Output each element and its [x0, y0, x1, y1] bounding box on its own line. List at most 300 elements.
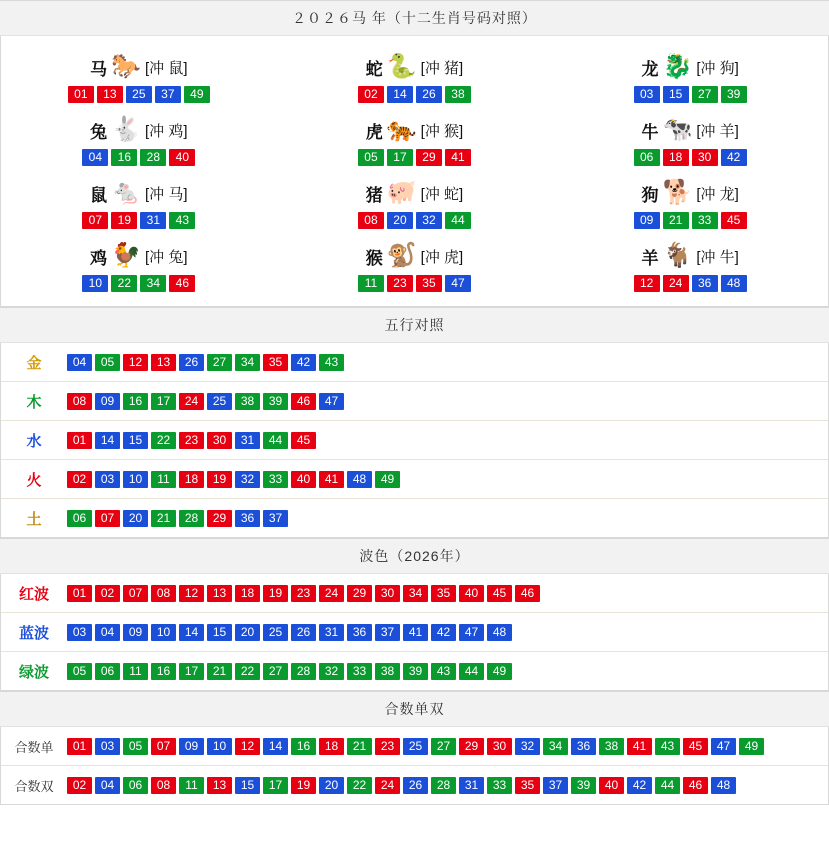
number-ball: 28 [291, 663, 316, 680]
number-ball: 32 [235, 471, 260, 488]
number-ball: 04 [95, 624, 120, 641]
number-ball: 20 [387, 212, 413, 229]
number-ball: 06 [95, 663, 120, 680]
zodiac-clash-label: [冲 牛] [696, 248, 739, 266]
row-label: 水 [26, 432, 42, 450]
number-ball: 13 [151, 354, 176, 371]
number-ball: 17 [151, 393, 176, 410]
number-ball: 16 [123, 393, 148, 410]
zodiac-clash-label: [冲 龙] [696, 185, 739, 203]
number-ball: 14 [95, 432, 120, 449]
number-ball: 28 [179, 510, 204, 527]
row-number-list [67, 426, 316, 455]
number-ball: 06 [67, 510, 92, 527]
number-ball: 13 [207, 585, 232, 602]
zodiac-name: 龙 [641, 59, 659, 79]
number-ball: 35 [263, 354, 288, 371]
zodiac-heading [277, 176, 553, 210]
number-ball: 20 [235, 624, 260, 641]
zodiac-number-list [1, 212, 277, 229]
number-ball: 45 [683, 738, 708, 755]
number-ball: 15 [663, 86, 689, 103]
zodiac-name: 蛇 [365, 59, 383, 79]
number-ball: 23 [291, 585, 316, 602]
number-ball: 08 [151, 585, 176, 602]
number-ball: 20 [319, 777, 344, 794]
number-ball: 47 [711, 738, 736, 755]
number-ball: 12 [634, 275, 660, 292]
zodiac-grid [0, 36, 829, 307]
row-label: 合数双 [14, 778, 54, 794]
number-ball: 35 [431, 585, 456, 602]
zodiac-number-list [277, 212, 553, 229]
number-ball: 33 [263, 471, 288, 488]
row-number-list [67, 771, 736, 800]
number-ball: 46 [291, 393, 316, 410]
number-ball: 41 [403, 624, 428, 641]
row-label: 火 [26, 471, 42, 489]
number-ball: 01 [67, 585, 92, 602]
number-ball: 03 [67, 624, 92, 641]
zodiac-cell [1, 233, 277, 296]
number-ball: 40 [291, 471, 316, 488]
zodiac-name: 马 [90, 59, 108, 79]
number-ball: 12 [235, 738, 260, 755]
number-ball: 31 [140, 212, 166, 229]
row-label: 蓝波 [18, 624, 49, 642]
number-ball: 26 [403, 777, 428, 794]
zodiac-name: 鼠 [90, 185, 108, 205]
number-ball: 22 [151, 432, 176, 449]
zodiac-section-title: ２０２６马 年（十二生肖号码对照） [0, 0, 829, 36]
number-ball: 07 [151, 738, 176, 755]
number-ball: 06 [634, 149, 660, 166]
number-ball: 07 [123, 585, 148, 602]
number-ball: 10 [151, 624, 176, 641]
number-ball: 01 [67, 738, 92, 755]
number-ball: 17 [263, 777, 288, 794]
number-ball: 13 [207, 777, 232, 794]
number-ball: 24 [663, 275, 689, 292]
number-ball: 09 [123, 624, 148, 641]
number-ball: 31 [235, 432, 260, 449]
number-ball: 22 [235, 663, 260, 680]
number-ball: 44 [655, 777, 680, 794]
table-row [1, 613, 828, 652]
number-ball: 19 [111, 212, 137, 229]
zodiac-clash-label: [冲 鸡] [145, 122, 188, 140]
number-ball: 05 [358, 149, 384, 166]
zodiac-animal-icon: 🐒 [386, 242, 417, 269]
zodiac-cell [277, 170, 553, 233]
number-ball: 36 [571, 738, 596, 755]
zodiac-animal-icon: 🐅 [386, 116, 417, 143]
number-ball: 31 [459, 777, 484, 794]
zodiac-animal-icon: 🐉 [662, 53, 693, 80]
number-ball: 28 [140, 149, 166, 166]
number-ball: 30 [692, 149, 718, 166]
number-ball: 16 [151, 663, 176, 680]
zodiac-name: 鸡 [90, 248, 108, 268]
number-ball: 09 [179, 738, 204, 755]
table-row [1, 421, 828, 460]
number-ball: 27 [207, 354, 232, 371]
row-number-list [67, 387, 344, 416]
number-ball: 01 [68, 86, 94, 103]
number-ball: 39 [403, 663, 428, 680]
number-ball: 36 [347, 624, 372, 641]
table-row [1, 727, 828, 766]
number-ball: 35 [416, 275, 442, 292]
zodiac-heading [1, 50, 277, 84]
zodiac-cell [552, 170, 828, 233]
zodiac-name: 兔 [90, 122, 108, 142]
number-ball: 37 [155, 86, 181, 103]
number-ball: 47 [445, 275, 471, 292]
number-ball: 23 [387, 275, 413, 292]
number-ball: 29 [207, 510, 232, 527]
number-ball: 46 [683, 777, 708, 794]
number-ball: 48 [487, 624, 512, 641]
zodiac-clash-label: [冲 猪] [420, 59, 464, 77]
number-ball: 18 [319, 738, 344, 755]
row-number-list [67, 348, 344, 377]
row-label: 土 [26, 510, 42, 528]
number-ball: 10 [123, 471, 148, 488]
zodiac-clash-label: [冲 鼠] [145, 59, 188, 77]
number-ball: 37 [375, 624, 400, 641]
zodiac-animal-icon: 🐇 [111, 116, 142, 143]
number-ball: 12 [179, 585, 204, 602]
number-ball: 20 [123, 510, 148, 527]
zodiac-heading [277, 50, 553, 84]
number-ball: 13 [97, 86, 123, 103]
number-ball: 24 [179, 393, 204, 410]
zodiac-cell [552, 107, 828, 170]
number-ball: 48 [711, 777, 736, 794]
number-ball: 44 [445, 212, 471, 229]
number-ball: 19 [263, 585, 288, 602]
table-row [1, 343, 828, 382]
number-ball: 39 [721, 86, 747, 103]
number-ball: 46 [515, 585, 540, 602]
number-ball: 25 [126, 86, 152, 103]
number-ball: 21 [151, 510, 176, 527]
number-ball: 34 [543, 738, 568, 755]
number-ball: 45 [487, 585, 512, 602]
zodiac-cell [1, 170, 277, 233]
number-ball: 05 [67, 663, 92, 680]
number-ball: 02 [95, 585, 120, 602]
zodiac-heading [1, 239, 277, 273]
wuxing-rows [0, 343, 829, 538]
zodiac-cell [552, 233, 828, 296]
zodiac-heading [552, 113, 828, 147]
number-ball: 18 [179, 471, 204, 488]
number-ball: 30 [375, 585, 400, 602]
number-ball: 29 [347, 585, 372, 602]
number-ball: 08 [358, 212, 384, 229]
bose-section-title: 波色（2026年） [0, 538, 829, 574]
number-ball: 38 [445, 86, 471, 103]
zodiac-animal-icon: 🐎 [111, 53, 142, 80]
number-ball: 40 [169, 149, 195, 166]
number-ball: 30 [487, 738, 512, 755]
number-ball: 11 [358, 275, 384, 292]
number-ball: 42 [291, 354, 316, 371]
zodiac-cell [277, 233, 553, 296]
zodiac-clash-label: [冲 蛇] [420, 185, 464, 203]
number-ball: 27 [263, 663, 288, 680]
number-ball: 21 [347, 738, 372, 755]
zodiac-heading [552, 50, 828, 84]
zodiac-name: 狗 [641, 185, 659, 205]
number-ball: 33 [487, 777, 512, 794]
row-label: 木 [26, 393, 42, 411]
number-ball: 21 [207, 663, 232, 680]
zodiac-cell [1, 107, 277, 170]
zodiac-clash-label: [冲 羊] [696, 122, 739, 140]
number-ball: 24 [375, 777, 400, 794]
number-ball: 12 [123, 354, 148, 371]
zodiac-cell [552, 44, 828, 107]
zodiac-name: 虎 [365, 122, 383, 142]
number-ball: 04 [95, 777, 120, 794]
zodiac-number-list [277, 275, 553, 292]
number-ball: 09 [95, 393, 120, 410]
zodiac-heading [1, 113, 277, 147]
zodiac-name: 猪 [365, 185, 383, 205]
number-ball: 32 [515, 738, 540, 755]
bose-rows [0, 574, 829, 691]
zodiac-clash-label: [冲 兔] [145, 248, 188, 266]
number-ball: 37 [263, 510, 288, 527]
number-ball: 34 [235, 354, 260, 371]
zodiac-heading [277, 239, 553, 273]
number-ball: 02 [67, 471, 92, 488]
number-ball: 02 [358, 86, 384, 103]
number-ball: 03 [634, 86, 660, 103]
zodiac-number-list [552, 149, 828, 166]
number-ball: 08 [151, 777, 176, 794]
number-ball: 41 [627, 738, 652, 755]
table-row [1, 652, 828, 691]
zodiac-number-list [1, 86, 277, 103]
number-ball: 05 [95, 354, 120, 371]
number-ball: 10 [207, 738, 232, 755]
number-ball: 32 [319, 663, 344, 680]
table-row [1, 766, 828, 805]
number-ball: 40 [599, 777, 624, 794]
number-ball: 34 [403, 585, 428, 602]
number-ball: 38 [599, 738, 624, 755]
number-ball: 25 [403, 738, 428, 755]
number-ball: 11 [123, 663, 148, 680]
zodiac-animal-icon: 🐍 [386, 53, 417, 80]
number-ball: 15 [123, 432, 148, 449]
number-ball: 14 [179, 624, 204, 641]
row-label: 红波 [18, 585, 49, 603]
number-ball: 11 [151, 471, 176, 488]
number-ball: 19 [291, 777, 316, 794]
number-ball: 01 [67, 432, 92, 449]
row-number-list [67, 465, 400, 494]
number-ball: 43 [655, 738, 680, 755]
zodiac-name: 牛 [641, 122, 659, 142]
number-ball: 07 [82, 212, 108, 229]
number-ball: 47 [319, 393, 344, 410]
zodiac-animal-icon: 🐁 [111, 179, 142, 206]
number-ball: 26 [179, 354, 204, 371]
number-ball: 43 [431, 663, 456, 680]
number-ball: 05 [123, 738, 148, 755]
number-ball: 11 [179, 777, 204, 794]
number-ball: 29 [416, 149, 442, 166]
number-ball: 32 [416, 212, 442, 229]
table-row [1, 574, 828, 613]
zodiac-heading [1, 176, 277, 210]
number-ball: 49 [739, 738, 764, 755]
number-ball: 17 [387, 149, 413, 166]
zodiac-animal-icon: 🐄 [662, 116, 693, 143]
number-ball: 31 [319, 624, 344, 641]
number-ball: 33 [347, 663, 372, 680]
number-ball: 39 [571, 777, 596, 794]
number-ball: 33 [692, 212, 718, 229]
zodiac-animal-icon: 🐐 [662, 242, 693, 269]
number-ball: 04 [67, 354, 92, 371]
zodiac-cell [277, 107, 553, 170]
number-ball: 18 [235, 585, 260, 602]
table-row [1, 382, 828, 421]
number-ball: 48 [347, 471, 372, 488]
zodiac-name: 猴 [365, 248, 383, 268]
number-ball: 38 [235, 393, 260, 410]
number-ball: 22 [111, 275, 137, 292]
number-ball: 27 [692, 86, 718, 103]
number-ball: 41 [319, 471, 344, 488]
number-ball: 21 [663, 212, 689, 229]
number-ball: 44 [459, 663, 484, 680]
zodiac-heading [277, 113, 553, 147]
number-ball: 49 [487, 663, 512, 680]
number-ball: 25 [207, 393, 232, 410]
zodiac-clash-label: [冲 虎] [420, 248, 464, 266]
number-ball: 10 [82, 275, 108, 292]
zodiac-animal-icon: 🐓 [111, 242, 142, 269]
number-ball: 45 [291, 432, 316, 449]
number-ball: 03 [95, 738, 120, 755]
number-ball: 36 [235, 510, 260, 527]
zodiac-heading [552, 239, 828, 273]
row-number-list [67, 732, 764, 761]
number-ball: 38 [375, 663, 400, 680]
number-ball: 39 [263, 393, 288, 410]
zodiac-name: 羊 [641, 248, 659, 268]
zodiac-number-list [277, 86, 553, 103]
number-ball: 27 [431, 738, 456, 755]
number-ball: 09 [634, 212, 660, 229]
number-ball: 49 [184, 86, 210, 103]
row-label: 金 [26, 354, 42, 372]
row-number-list [67, 618, 512, 647]
zodiac-number-list [552, 212, 828, 229]
number-ball: 18 [663, 149, 689, 166]
number-ball: 22 [347, 777, 372, 794]
zodiac-number-list [552, 86, 828, 103]
number-ball: 06 [123, 777, 148, 794]
zodiac-cell [1, 44, 277, 107]
number-ball: 45 [721, 212, 747, 229]
number-ball: 25 [263, 624, 288, 641]
number-ball: 43 [169, 212, 195, 229]
table-row [1, 499, 828, 538]
zodiac-cell [277, 44, 553, 107]
number-ball: 48 [721, 275, 747, 292]
zodiac-heading [552, 176, 828, 210]
number-ball: 26 [416, 86, 442, 103]
number-ball: 04 [82, 149, 108, 166]
number-ball: 42 [721, 149, 747, 166]
number-ball: 17 [179, 663, 204, 680]
row-label: 绿波 [18, 663, 49, 681]
number-ball: 15 [207, 624, 232, 641]
wuxing-section-title: 五行对照 [0, 307, 829, 343]
row-number-list [67, 579, 540, 608]
number-ball: 42 [431, 624, 456, 641]
number-ball: 29 [459, 738, 484, 755]
number-ball: 23 [179, 432, 204, 449]
number-ball: 16 [291, 738, 316, 755]
number-ball: 26 [291, 624, 316, 641]
number-ball: 34 [140, 275, 166, 292]
number-ball: 02 [67, 777, 92, 794]
zodiac-number-list [552, 275, 828, 292]
number-ball: 37 [543, 777, 568, 794]
number-ball: 40 [459, 585, 484, 602]
row-number-list [67, 504, 288, 533]
number-ball: 03 [95, 471, 120, 488]
zodiac-number-list [1, 275, 277, 292]
zodiac-animal-icon: 🐖 [386, 179, 417, 206]
number-ball: 15 [235, 777, 260, 794]
number-ball: 35 [515, 777, 540, 794]
row-number-list [67, 657, 512, 686]
number-ball: 07 [95, 510, 120, 527]
number-ball: 46 [169, 275, 195, 292]
number-ball: 19 [207, 471, 232, 488]
zodiac-number-list [1, 149, 277, 166]
number-ball: 43 [319, 354, 344, 371]
hesu-rows [0, 727, 829, 805]
number-ball: 44 [263, 432, 288, 449]
number-ball: 14 [263, 738, 288, 755]
number-ball: 14 [387, 86, 413, 103]
zodiac-clash-label: [冲 猴] [420, 122, 464, 140]
table-row [1, 460, 828, 499]
number-ball: 16 [111, 149, 137, 166]
hesu-section-title: 合数单双 [0, 691, 829, 727]
zodiac-number-list [277, 149, 553, 166]
number-ball: 30 [207, 432, 232, 449]
number-ball: 28 [431, 777, 456, 794]
number-ball: 08 [67, 393, 92, 410]
zodiac-clash-label: [冲 马] [145, 185, 188, 203]
number-ball: 42 [627, 777, 652, 794]
zodiac-clash-label: [冲 狗] [696, 59, 739, 77]
number-ball: 36 [692, 275, 718, 292]
row-label: 合数单 [14, 739, 54, 755]
